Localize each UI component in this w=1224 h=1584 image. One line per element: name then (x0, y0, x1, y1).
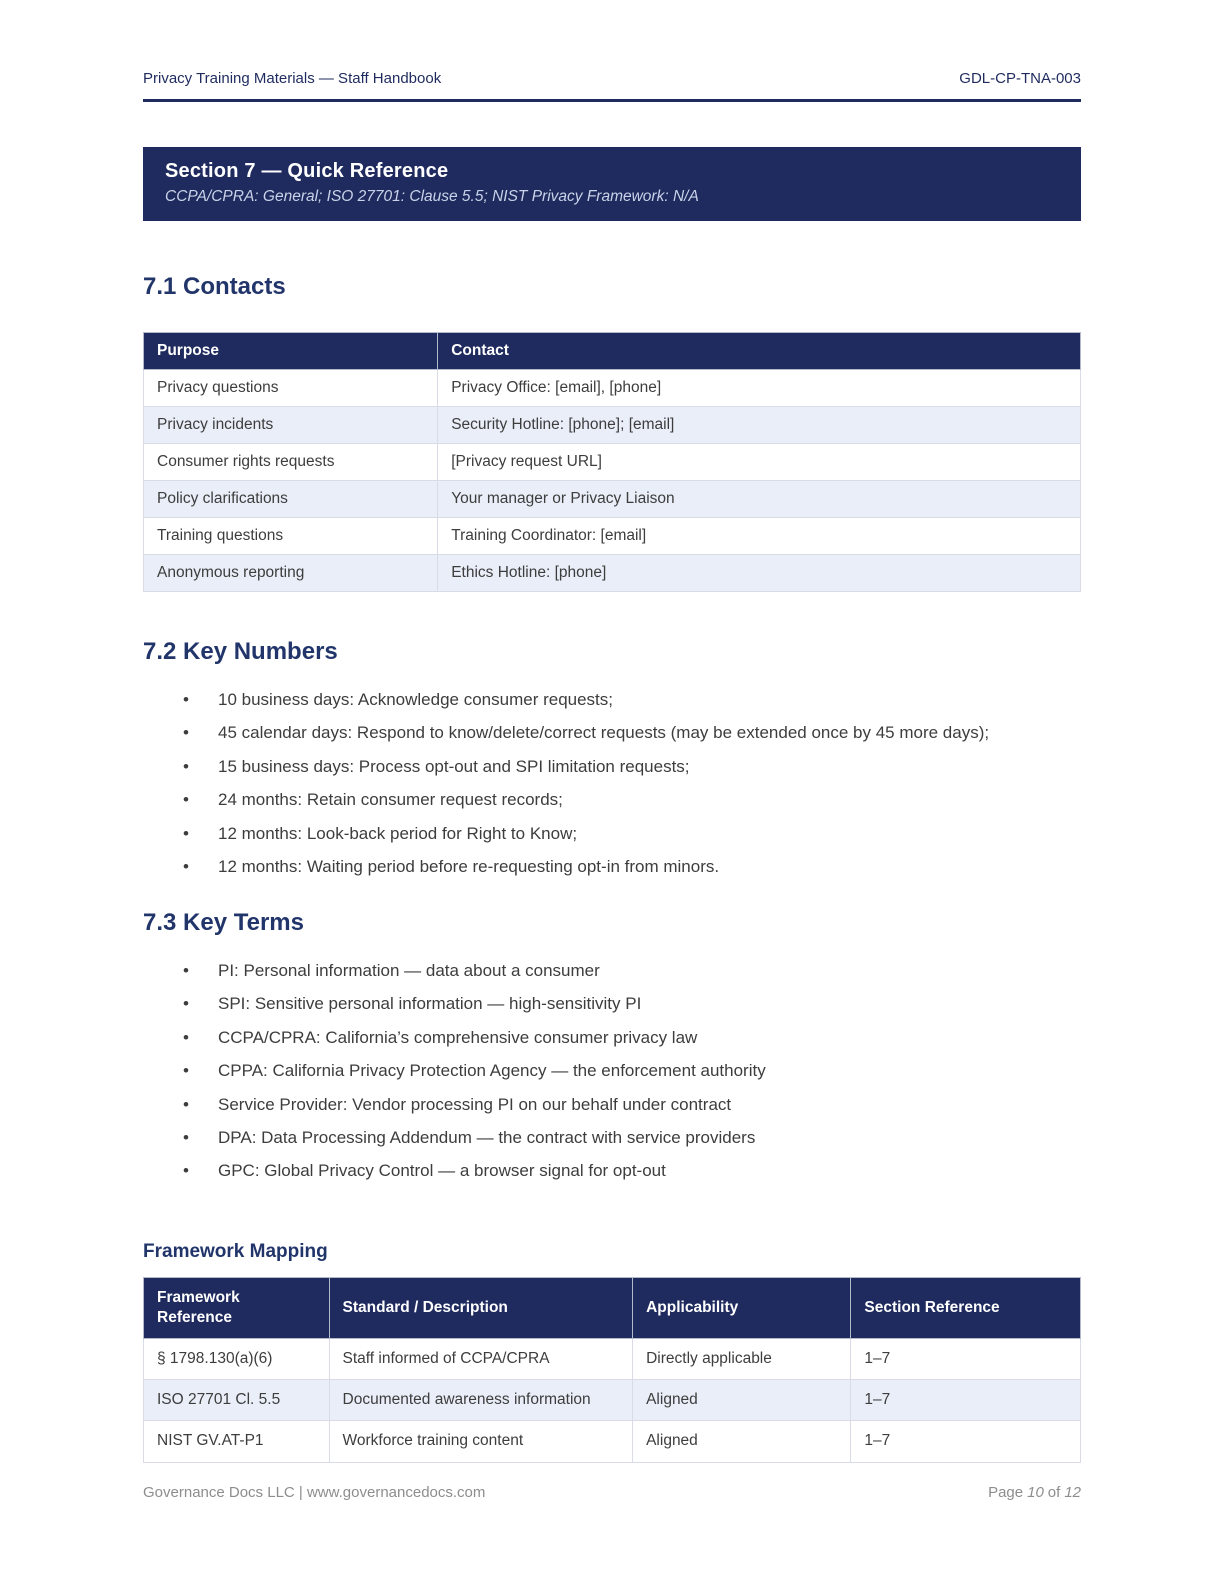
list-item: • 45 calendar days: Respond to know/delete/correct requests (may be extended once by 45 more days); (143, 721, 1081, 744)
cell-section-reference: 1–7 (851, 1380, 1081, 1421)
table-row (144, 481, 1081, 518)
list-item: • 12 months: Look-back period for Right to Know; (143, 822, 1081, 845)
section-banner-title: Section 7 — Quick Reference (165, 160, 449, 182)
key-numbers-list (143, 688, 1081, 879)
section-banner (143, 147, 1081, 221)
cell-contact: Security Hotline: [phone]; [email] (438, 407, 1081, 444)
framework-table-header-row (144, 1277, 1081, 1338)
cell-contact: Ethics Hotline: [phone] (438, 555, 1081, 592)
page-header (143, 0, 1081, 102)
table-row (144, 1421, 1081, 1462)
list-item: • 24 months: Retain consumer request records; (143, 788, 1081, 811)
cell-contact: Training Coordinator: [email] (438, 518, 1081, 555)
cell-framework-reference: ISO 27701 Cl. 5.5 (144, 1380, 330, 1421)
cell-standard-description: Staff informed of CCPA/CPRA (329, 1339, 633, 1380)
cell-section-reference: 1–7 (851, 1421, 1081, 1462)
cell-standard-description: Documented awareness information (329, 1380, 633, 1421)
list-item: • PI: Personal information — data about a consumer (143, 959, 1081, 982)
footer-company: Governance Docs LLC | www.governancedocs.com (143, 1484, 486, 1501)
cell-section-reference: 1–7 (851, 1339, 1081, 1380)
column-header-contact: Contact (438, 333, 1081, 370)
table-row (144, 370, 1081, 407)
heading-contacts: 7.1 Contacts (143, 273, 286, 300)
table-row (144, 1380, 1081, 1421)
framework-mapping-table (143, 1277, 1081, 1463)
heading-key-terms: 7.3 Key Terms (143, 908, 304, 936)
cell-framework-reference: NIST GV.AT-P1 (144, 1421, 330, 1462)
list-item: • SPI: Sensitive personal information — high-sensitivity PI (143, 992, 1081, 1015)
footer-page-total: 12 (1064, 1484, 1081, 1501)
table-row (144, 518, 1081, 555)
footer-page-label: Page (988, 1484, 1024, 1501)
key-terms-list (143, 959, 1081, 1183)
cell-purpose: Training questions (144, 518, 438, 555)
heading-key-numbers: 7.2 Key Numbers (143, 638, 338, 665)
cell-purpose: Anonymous reporting (144, 555, 438, 592)
cell-contact: [Privacy request URL] (438, 444, 1081, 481)
cell-contact: Your manager or Privacy Liaison (438, 481, 1081, 518)
cell-contact: Privacy Office: [email], [phone] (438, 370, 1081, 407)
cell-purpose: Privacy incidents (144, 407, 438, 444)
cell-applicability: Aligned (633, 1380, 851, 1421)
list-item: • Service Provider: Vendor processing PI on our behalf under contract (143, 1093, 1081, 1116)
list-item: • 12 months: Waiting period before re-requesting opt-in from minors. (143, 855, 1081, 878)
header-doc-title: Privacy Training Materials — Staff Handbook (143, 70, 442, 87)
header-doc-id: GDL-CP-TNA-003 (959, 70, 1081, 87)
section-banner-subtitle: CCPA/CPRA: General; ISO 27701: Clause 5.5; NIST Privacy Framework: N/A (165, 188, 699, 205)
list-item: • CCPA/CPRA: California’s comprehensive consumer privacy law (143, 1026, 1081, 1049)
cell-applicability: Directly applicable (633, 1339, 851, 1380)
table-row (144, 1339, 1081, 1380)
column-header-section-reference: Section Reference (851, 1277, 1081, 1338)
list-item: • CPPA: California Privacy Protection Agency — the enforcement authority (143, 1059, 1081, 1082)
footer-of-label: of (1047, 1484, 1061, 1501)
table-row (144, 444, 1081, 481)
list-item: • GPC: Global Privacy Control — a browser signal for opt-out (143, 1159, 1081, 1182)
contacts-table (143, 332, 1081, 592)
column-header-applicability: Applicability (633, 1277, 851, 1338)
table-row (144, 407, 1081, 444)
footer-page-number (984, 1484, 1081, 1501)
footer-page-current: 10 (1027, 1484, 1044, 1501)
list-item: • DPA: Data Processing Addendum — the contract with service providers (143, 1126, 1081, 1149)
cell-framework-reference: § 1798.130(a)(6) (144, 1339, 330, 1380)
heading-framework-mapping: Framework Mapping (143, 1240, 328, 1262)
list-item: • 15 business days: Process opt-out and SPI limitation requests; (143, 755, 1081, 778)
cell-purpose: Policy clarifications (144, 481, 438, 518)
table-row (144, 555, 1081, 592)
cell-purpose: Privacy questions (144, 370, 438, 407)
cell-standard-description: Workforce training content (329, 1421, 633, 1462)
cell-purpose: Consumer rights requests (144, 444, 438, 481)
column-header-standard-description: Standard / Description (329, 1277, 633, 1338)
page-footer (143, 1484, 1081, 1501)
contacts-table-header-row (144, 333, 1081, 370)
cell-applicability: Aligned (633, 1421, 851, 1462)
column-header-purpose: Purpose (144, 333, 438, 370)
column-header-framework-reference: Framework Reference (144, 1277, 330, 1338)
list-item: • 10 business days: Acknowledge consumer requests; (143, 688, 1081, 711)
